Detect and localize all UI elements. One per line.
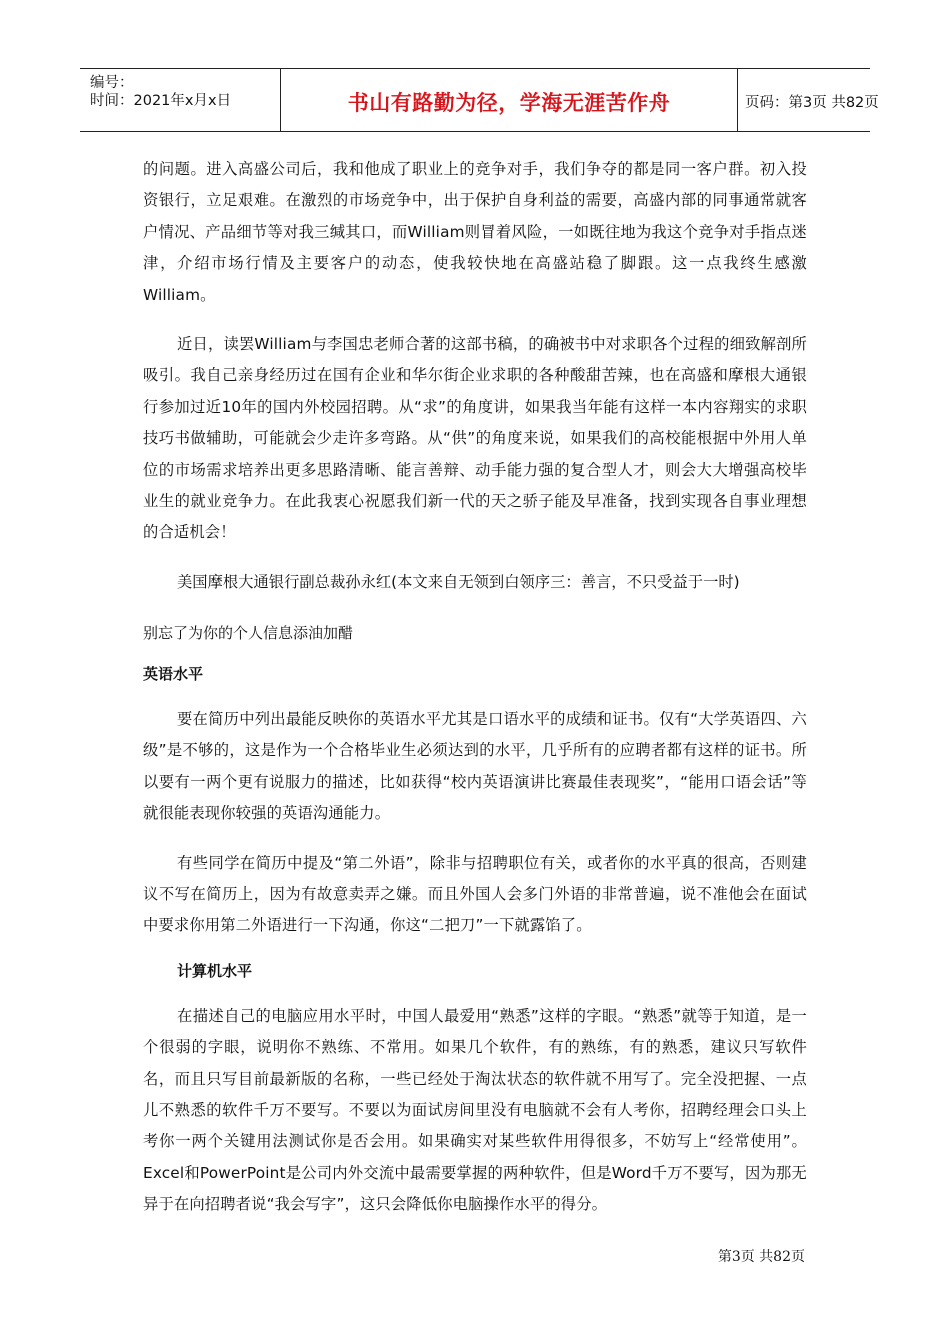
paragraph-book-review: 近日，读罢William与李国忠老师合著的这部书稿，的确被书中对求职各个过程的细致解剖所吸引。我自己亲身经历过在国有企业和华尔街企业求职的各种酸甜苦辣，也在高盛和摩根大通银行参加过近10年的国内外校园招聘。从“求”的角度讲，如果我当年能有这样一本内容翔实的求职技巧书做辅助，可能就会少走许多弯路。从“供”的角度来说，如果我们的高校能根据中外用人单位的市场需求培养出更多思路清晰、能言善辩、动手能力强的复合型人才，则会大大增强高校毕业生的就业竞争力。在此我衷心祝愿我们新一代的天之骄子能及早准备，找到实现各自事业理想的合适机会！ — [143, 335, 807, 542]
header-motto: 书山有路勤为径，学海无涯苦作舟 — [347, 91, 671, 115]
paragraph-english-certificates: 要在简历中列出最能反映你的英语水平尤其是口语水平的成绩和证书。仅有“大学英语四、六级”是不够的，这是作为一个合格毕业生必须达到的水平，几乎所有的应聘者都有这样的证书。所以要有一两个更有说服力的描述，比如获得“校内英语演讲比赛最佳表现奖”，“能用口语会话”等就很能表现你较强的英语沟通能力。 — [143, 709, 807, 823]
paragraph-intro-continued: 的问题。进入高盛公司后，我和他成了职业上的竞争对手，我们争夺的都是同一客户群。初入投资银行，立足艰难。在激烈的市场竞争中，出于保护自身利益的需要，高盛内部的同事通常就客户情况、产品细节等对我三缄其口，而William则冒着风险，一如既往地为我这个竞争对手指点迷津，介绍市场行情及主要客户的动态，使我较快地在高盛站稳了脚跟。这一点我终生感激William。 — [143, 160, 807, 304]
header-page-cell — [737, 69, 879, 131]
paragraph-computer-skills: 在描述自己的电脑应用水平时，中国人最爱用“熟悉”这样的字眼。“熟悉”就等于知道，是一个很弱的字眼，说明你不熟练、不常用。如果几个软件，有的熟练，有的熟悉，建议只写软件名，而且只写目前最新版的名称，一些已经处于淘汰状态的软件就不用写了。完全没把握、一点儿不熟悉的软件千万不要写。不要以为面试房间里没有电脑就不会有人考你，招聘经理会口头上考你一两个关键用法测试你是否会用。如果确实对某些软件用得很多，不妨写上“经常使用”。Excel和PowerPoint是公司内外交流中最需要掌握的两种软件，但是Word千万不要写，因为那无异于在向招聘者说“我会写字”，这只会降低你电脑操作水平的得分。 — [143, 1006, 807, 1214]
header-meta — [80, 69, 280, 131]
page-header — [80, 68, 879, 132]
section-title: 别忘了为你的个人信息添油加醋 — [143, 623, 354, 642]
paragraph-second-language: 有些同学在简历中提及“第二外语”，除非与招聘职位有关，或者你的水平真的很高，否则建议不写在简历上，因为有故意卖弄之嫌。而且外国人会多门外语的非常普遍，说不准他会在面试中要求你用第二外语进行一下沟通，你这“二把刀”一下就露馅了。 — [143, 853, 807, 935]
header-motto-cell — [280, 69, 738, 131]
heading-english-level: 英语水平 — [143, 664, 204, 683]
author-signature: 美国摩根大通银行副总裁孙永红(本文来自无领到白领序三：善言，不只受益于一时) — [177, 572, 740, 591]
document-body — [143, 154, 807, 1221]
document-time-label: 时间：2021年x月x日 — [90, 93, 232, 109]
document-number-label: 编号： — [90, 75, 134, 91]
page-footer: 第3页 共82页 — [717, 1249, 805, 1265]
heading-computer-level: 计算机水平 — [177, 961, 253, 980]
header-page-code: 页码：第3页 共82页 — [745, 95, 879, 111]
